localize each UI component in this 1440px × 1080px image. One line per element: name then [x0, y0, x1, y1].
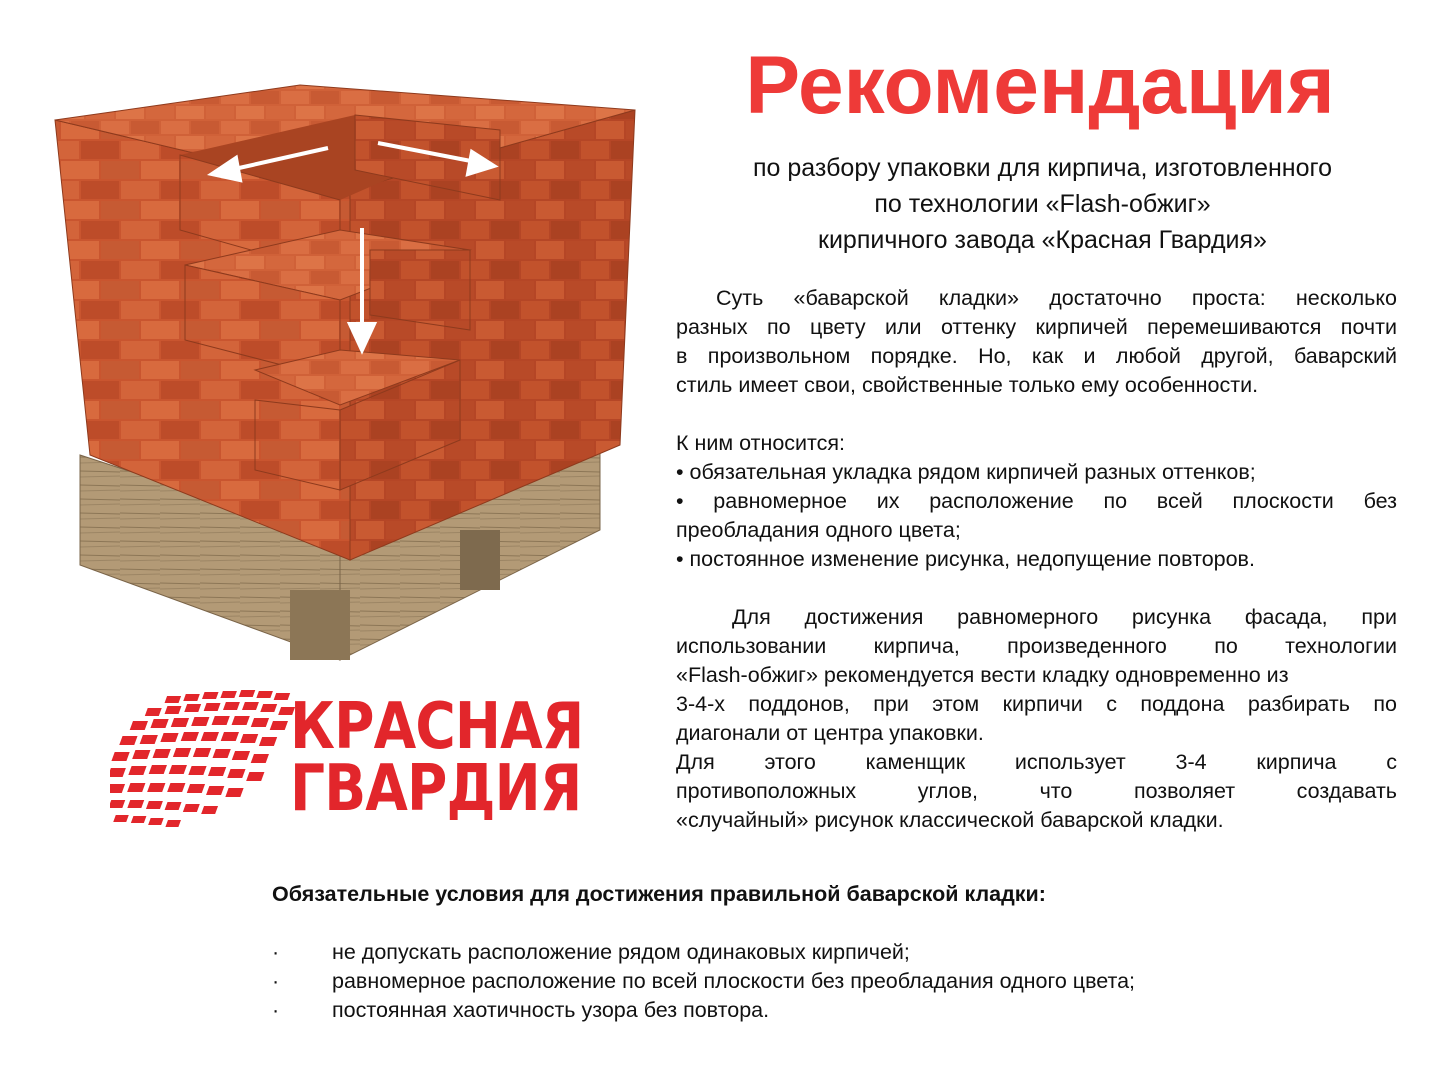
condition-text: не допускать расположение рядом одинаковых кирпичей;	[332, 940, 910, 964]
bullet-icon: ·	[272, 969, 280, 993]
conditions-heading: Обязательные условия для достижения правильной баварской кладки:	[272, 882, 1046, 906]
feature-item: • обязательная укладка рядом кирпичей разных оттенков;	[676, 460, 1256, 484]
advice-line: Для достижения равномерного рисунка фасада, при	[732, 605, 1397, 629]
list-item	[272, 938, 1372, 967]
brick-pallet-illustration	[40, 60, 660, 680]
advice-line: противоположных углов, что позволяет создавать	[676, 779, 1397, 803]
conditions-section	[272, 880, 1372, 1025]
feature-item: • постоянное изменение рисунка, недопущение повторов.	[676, 547, 1255, 571]
subtitle-line: по разбору упаковки для кирпича, изготовленного	[753, 154, 1332, 182]
advice-line: «случайный» рисунок классической баварской кладки.	[676, 808, 1224, 832]
condition-text: постоянная хаотичность узора без повтора.	[332, 998, 770, 1022]
advice-line: использовании кирпича, произведенного по технологии	[676, 634, 1397, 658]
advice-line: диагонали от центра упаковки.	[676, 721, 984, 745]
logo-wordmark	[290, 690, 584, 826]
subtitle-line: по технологии «Flash-обжиг»	[874, 190, 1211, 218]
intro-line: разных по цвету или оттенку кирпичей перемешиваются почти	[676, 315, 1397, 339]
advice-line: «Flash-обжиг» рекомендуется вести кладку одновременно из	[676, 663, 1289, 687]
advice-line: 3-4-х поддонов, при этом кирпичи с поддона разбирать по	[676, 692, 1397, 716]
subtitle-line: кирпичного завода «Красная Гвардия»	[818, 226, 1267, 254]
logo-line-1: КРАСНАЯ	[290, 690, 584, 764]
bullet-icon: ·	[272, 940, 280, 964]
logo-line-2: ГВАРДИЯ	[290, 752, 582, 826]
intro-line: Суть «баварской кладки» достаточно проста: несколько	[716, 286, 1397, 310]
body-text	[676, 284, 1397, 835]
condition-text: равномерное расположение по всей плоскости без преобладания одного цвета;	[332, 969, 1136, 993]
feature-item: преобладания одного цвета;	[676, 518, 961, 542]
features-heading: К ним относится:	[676, 431, 846, 455]
intro-line: в произвольном порядке. Но, как и любой другой, баварский	[676, 344, 1397, 368]
feature-item: • равномерное их расположение по всей плоскости без	[676, 489, 1397, 513]
list-item	[272, 967, 1372, 996]
conditions-list	[272, 938, 1372, 1025]
page-title: Рекомендация	[745, 40, 1335, 131]
advice-line: Для этого каменщик использует 3-4 кирпича с	[676, 750, 1397, 774]
intro-line: стиль имеет свои, свойственные только ему особенности.	[676, 373, 1259, 397]
subtitle	[680, 150, 1405, 258]
list-item	[272, 996, 1372, 1025]
bullet-icon: ·	[272, 998, 280, 1022]
